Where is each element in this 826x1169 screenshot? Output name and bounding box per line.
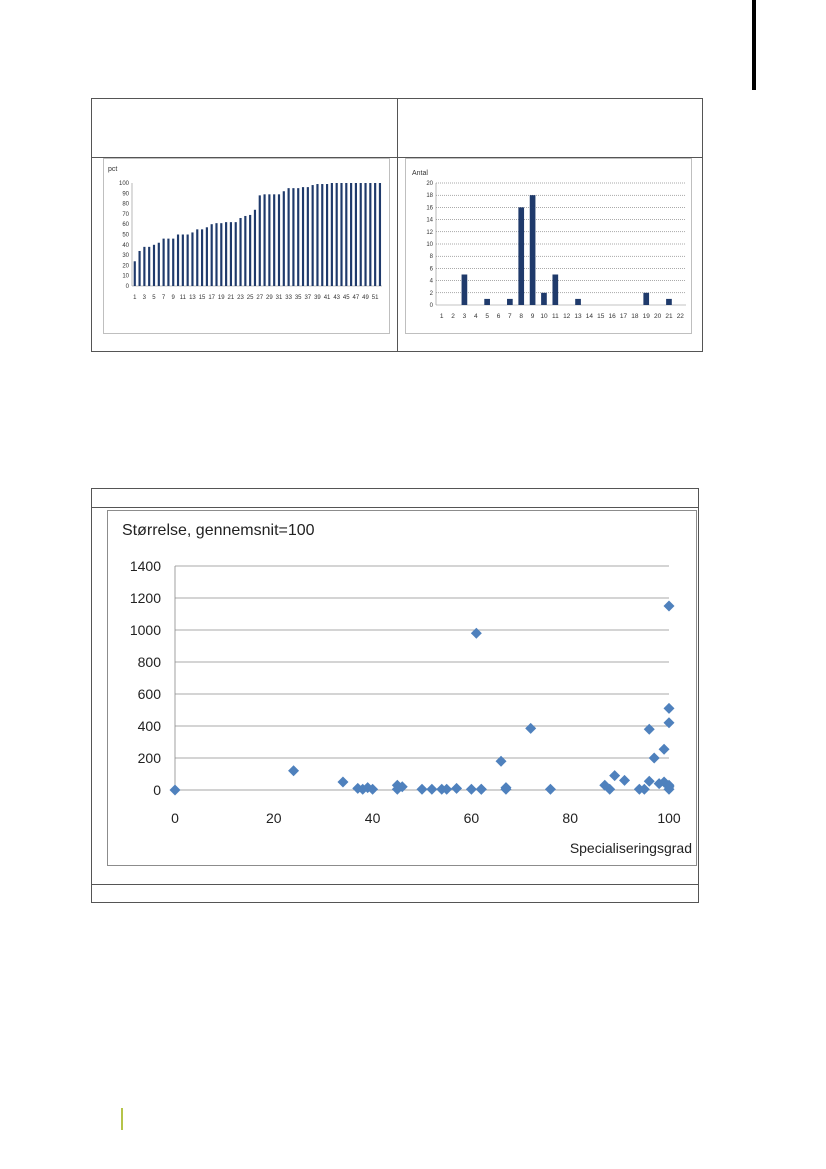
bar (507, 299, 513, 305)
x-tick-label: 43 (333, 295, 341, 301)
bar (235, 222, 237, 286)
x-tick-label: 22 (676, 313, 684, 320)
data-point (525, 723, 536, 734)
x-tick-label: 23 (237, 295, 244, 301)
bar (355, 183, 357, 286)
bar (307, 187, 309, 286)
bar (350, 183, 352, 286)
bar (268, 194, 270, 286)
x-tick-label: 11 (551, 313, 559, 320)
data-point (649, 753, 660, 764)
page-edge (752, 0, 756, 90)
bar (379, 183, 381, 286)
data-point (664, 717, 675, 728)
bar (321, 184, 323, 286)
pct-chart-frame (103, 158, 390, 334)
x-tick-label: 29 (266, 295, 273, 301)
x-tick-label: 5 (152, 295, 156, 301)
x-tick-label: 2 (451, 313, 455, 320)
bar (182, 235, 184, 287)
x-tick-label: 12 (563, 313, 571, 320)
data-point (426, 784, 437, 795)
table-row-divider (92, 507, 698, 508)
bar (541, 293, 547, 305)
bar (462, 275, 468, 306)
y-tick-label: 600 (137, 686, 161, 702)
x-tick-label: 21 (665, 313, 673, 320)
bar (153, 245, 155, 286)
x-tick-label: 17 (208, 295, 216, 301)
y-tick-label: 60 (122, 222, 129, 229)
y-tick-label: 1000 (129, 622, 161, 638)
x-tick-label: 37 (304, 295, 312, 301)
x-tick-label: 5 (485, 313, 489, 320)
x-tick-label: 13 (189, 295, 196, 301)
bar (345, 183, 347, 286)
y-tick-label: 0 (125, 284, 129, 290)
x-tick-label: 11 (179, 295, 186, 301)
x-tick-label: 10 (540, 313, 548, 320)
data-point (288, 765, 299, 776)
x-tick-label: 39 (314, 295, 321, 301)
y-tick-label: 4 (429, 278, 433, 285)
x-tick-label: 9 (530, 313, 535, 320)
bar (191, 232, 193, 286)
x-tick-label: 45 (342, 295, 350, 301)
x-tick-label: 60 (463, 810, 480, 826)
bar (340, 183, 342, 286)
y-tick-label: 14 (426, 217, 433, 224)
x-tick-label: 3 (142, 295, 147, 301)
y-tick-label: 20 (122, 263, 129, 270)
x-tick-label: 4 (473, 313, 478, 320)
x-tick-label: 7 (508, 313, 512, 320)
x-tick-label: 3 (462, 313, 467, 320)
y-tick-label: 1200 (129, 590, 161, 606)
x-axis-label: Specialiseringsgrad (569, 840, 692, 856)
data-point (664, 601, 675, 612)
y-tick-label: 50 (122, 232, 129, 239)
x-tick-label: 15 (597, 313, 605, 320)
x-tick-label: 1 (439, 313, 444, 320)
x-tick-label: 0 (171, 810, 179, 826)
y-tick-label: 20 (426, 181, 433, 187)
y-tick-label: 400 (137, 718, 161, 734)
x-tick-label: 14 (585, 313, 594, 320)
x-tick-label: 49 (362, 295, 369, 301)
data-point (545, 784, 556, 795)
data-point (659, 744, 670, 755)
bar (138, 251, 140, 286)
x-tick-label: 20 (266, 810, 282, 826)
data-point (451, 783, 462, 794)
y-tick-label: 10 (426, 242, 433, 248)
bar (297, 188, 299, 286)
bar (374, 183, 376, 286)
x-tick-label: 33 (285, 295, 292, 301)
bar (518, 207, 524, 305)
bar (288, 188, 290, 286)
bar (292, 188, 294, 286)
bar (259, 195, 261, 286)
bar (211, 224, 213, 286)
y-tick-label: 0 (429, 303, 433, 309)
data-point (170, 785, 181, 796)
y-tick-label: 0 (153, 782, 161, 798)
bar (225, 222, 227, 286)
y-tick-label: 2 (429, 290, 433, 297)
y-tick-label: 800 (137, 654, 161, 670)
x-tick-label: 18 (631, 313, 639, 320)
data-point (466, 784, 477, 795)
bar (302, 187, 304, 286)
bar (316, 184, 318, 286)
bar (575, 299, 581, 305)
antal-chart-frame (405, 158, 692, 334)
bar (143, 247, 145, 286)
bar (163, 239, 165, 286)
data-point (619, 775, 630, 786)
x-tick-label: 35 (294, 295, 302, 301)
table-column-divider (397, 99, 398, 351)
bar (220, 223, 222, 286)
y-tick-label: 12 (426, 229, 433, 236)
x-tick-label: 25 (246, 295, 254, 301)
x-tick-label: 21 (227, 295, 235, 301)
y-tick-label: 80 (122, 201, 129, 208)
x-tick-label: 41 (323, 295, 331, 301)
x-tick-label: 51 (371, 295, 379, 301)
bar (263, 194, 265, 286)
bar (196, 229, 198, 286)
y-tick-label: 16 (426, 205, 433, 212)
data-point (500, 784, 511, 795)
bar (666, 299, 672, 305)
x-tick-label: 47 (352, 295, 360, 301)
bar (158, 243, 160, 286)
bar (360, 183, 362, 286)
y-tick-label: 10 (122, 273, 129, 280)
data-point (476, 784, 487, 795)
x-tick-label: 13 (574, 313, 582, 320)
x-tick-label: 40 (364, 810, 381, 826)
bar (206, 227, 208, 286)
y-tick-label: 1400 (129, 558, 161, 574)
data-point (496, 756, 507, 767)
x-tick-label: 6 (496, 313, 501, 320)
bar (273, 194, 275, 286)
data-point (417, 784, 428, 795)
y-tick-label: 6 (429, 266, 433, 273)
bar (215, 223, 217, 286)
y-tick-label: 200 (137, 750, 161, 766)
x-tick-label: 19 (217, 295, 225, 301)
bar (643, 293, 649, 305)
bar (312, 185, 314, 286)
bar (177, 235, 179, 287)
data-point (609, 770, 620, 781)
bar (249, 215, 251, 286)
x-tick-label: 100 (657, 810, 681, 826)
bar (230, 222, 232, 286)
data-point (644, 724, 655, 735)
table-row-divider (92, 884, 698, 885)
x-tick-label: 9 (171, 295, 175, 301)
bar (134, 261, 136, 286)
bar (336, 183, 338, 286)
bar (239, 218, 241, 286)
bar (278, 194, 280, 286)
bar (331, 183, 333, 286)
y-axis-label: Antal (412, 170, 428, 177)
bar (172, 239, 174, 286)
bar (364, 183, 366, 286)
y-tick-label: 18 (426, 193, 433, 200)
pct-bar-chart (104, 159, 389, 333)
bar (326, 184, 328, 286)
y-tick-label: 70 (122, 211, 129, 218)
footer-mark (121, 1108, 123, 1130)
scatter-chart-frame (107, 510, 697, 866)
bar (201, 229, 203, 286)
antal-bar-chart (406, 159, 691, 333)
y-axis-label: pct (108, 166, 118, 173)
x-tick-label: 16 (608, 313, 616, 320)
bar (254, 210, 256, 286)
chart-title: Størrelse, gennemsnit=100 (122, 522, 315, 539)
x-tick-label: 1 (133, 295, 137, 301)
y-tick-label: 100 (118, 181, 129, 187)
bar (283, 191, 285, 286)
data-point (664, 703, 675, 714)
x-tick-label: 15 (198, 295, 206, 301)
bar (484, 299, 490, 305)
bar (530, 195, 536, 305)
y-tick-label: 90 (122, 191, 129, 198)
x-tick-label: 19 (642, 313, 650, 320)
bar (148, 247, 150, 286)
bar (167, 239, 169, 286)
bar (369, 183, 371, 286)
scatter-chart (108, 511, 696, 865)
x-tick-label: 7 (161, 295, 166, 301)
x-tick-label: 31 (275, 295, 283, 301)
data-point (337, 777, 348, 788)
y-tick-label: 40 (122, 242, 129, 249)
y-tick-label: 30 (122, 253, 129, 260)
x-tick-label: 20 (653, 313, 662, 320)
x-tick-label: 27 (256, 295, 264, 301)
x-tick-label: 80 (562, 810, 578, 826)
data-point (471, 628, 482, 639)
y-tick-label: 8 (429, 254, 433, 261)
bar (187, 235, 189, 287)
bar (244, 216, 246, 286)
bar (552, 275, 558, 306)
x-tick-label: 17 (619, 313, 628, 320)
x-tick-label: 8 (519, 313, 524, 320)
